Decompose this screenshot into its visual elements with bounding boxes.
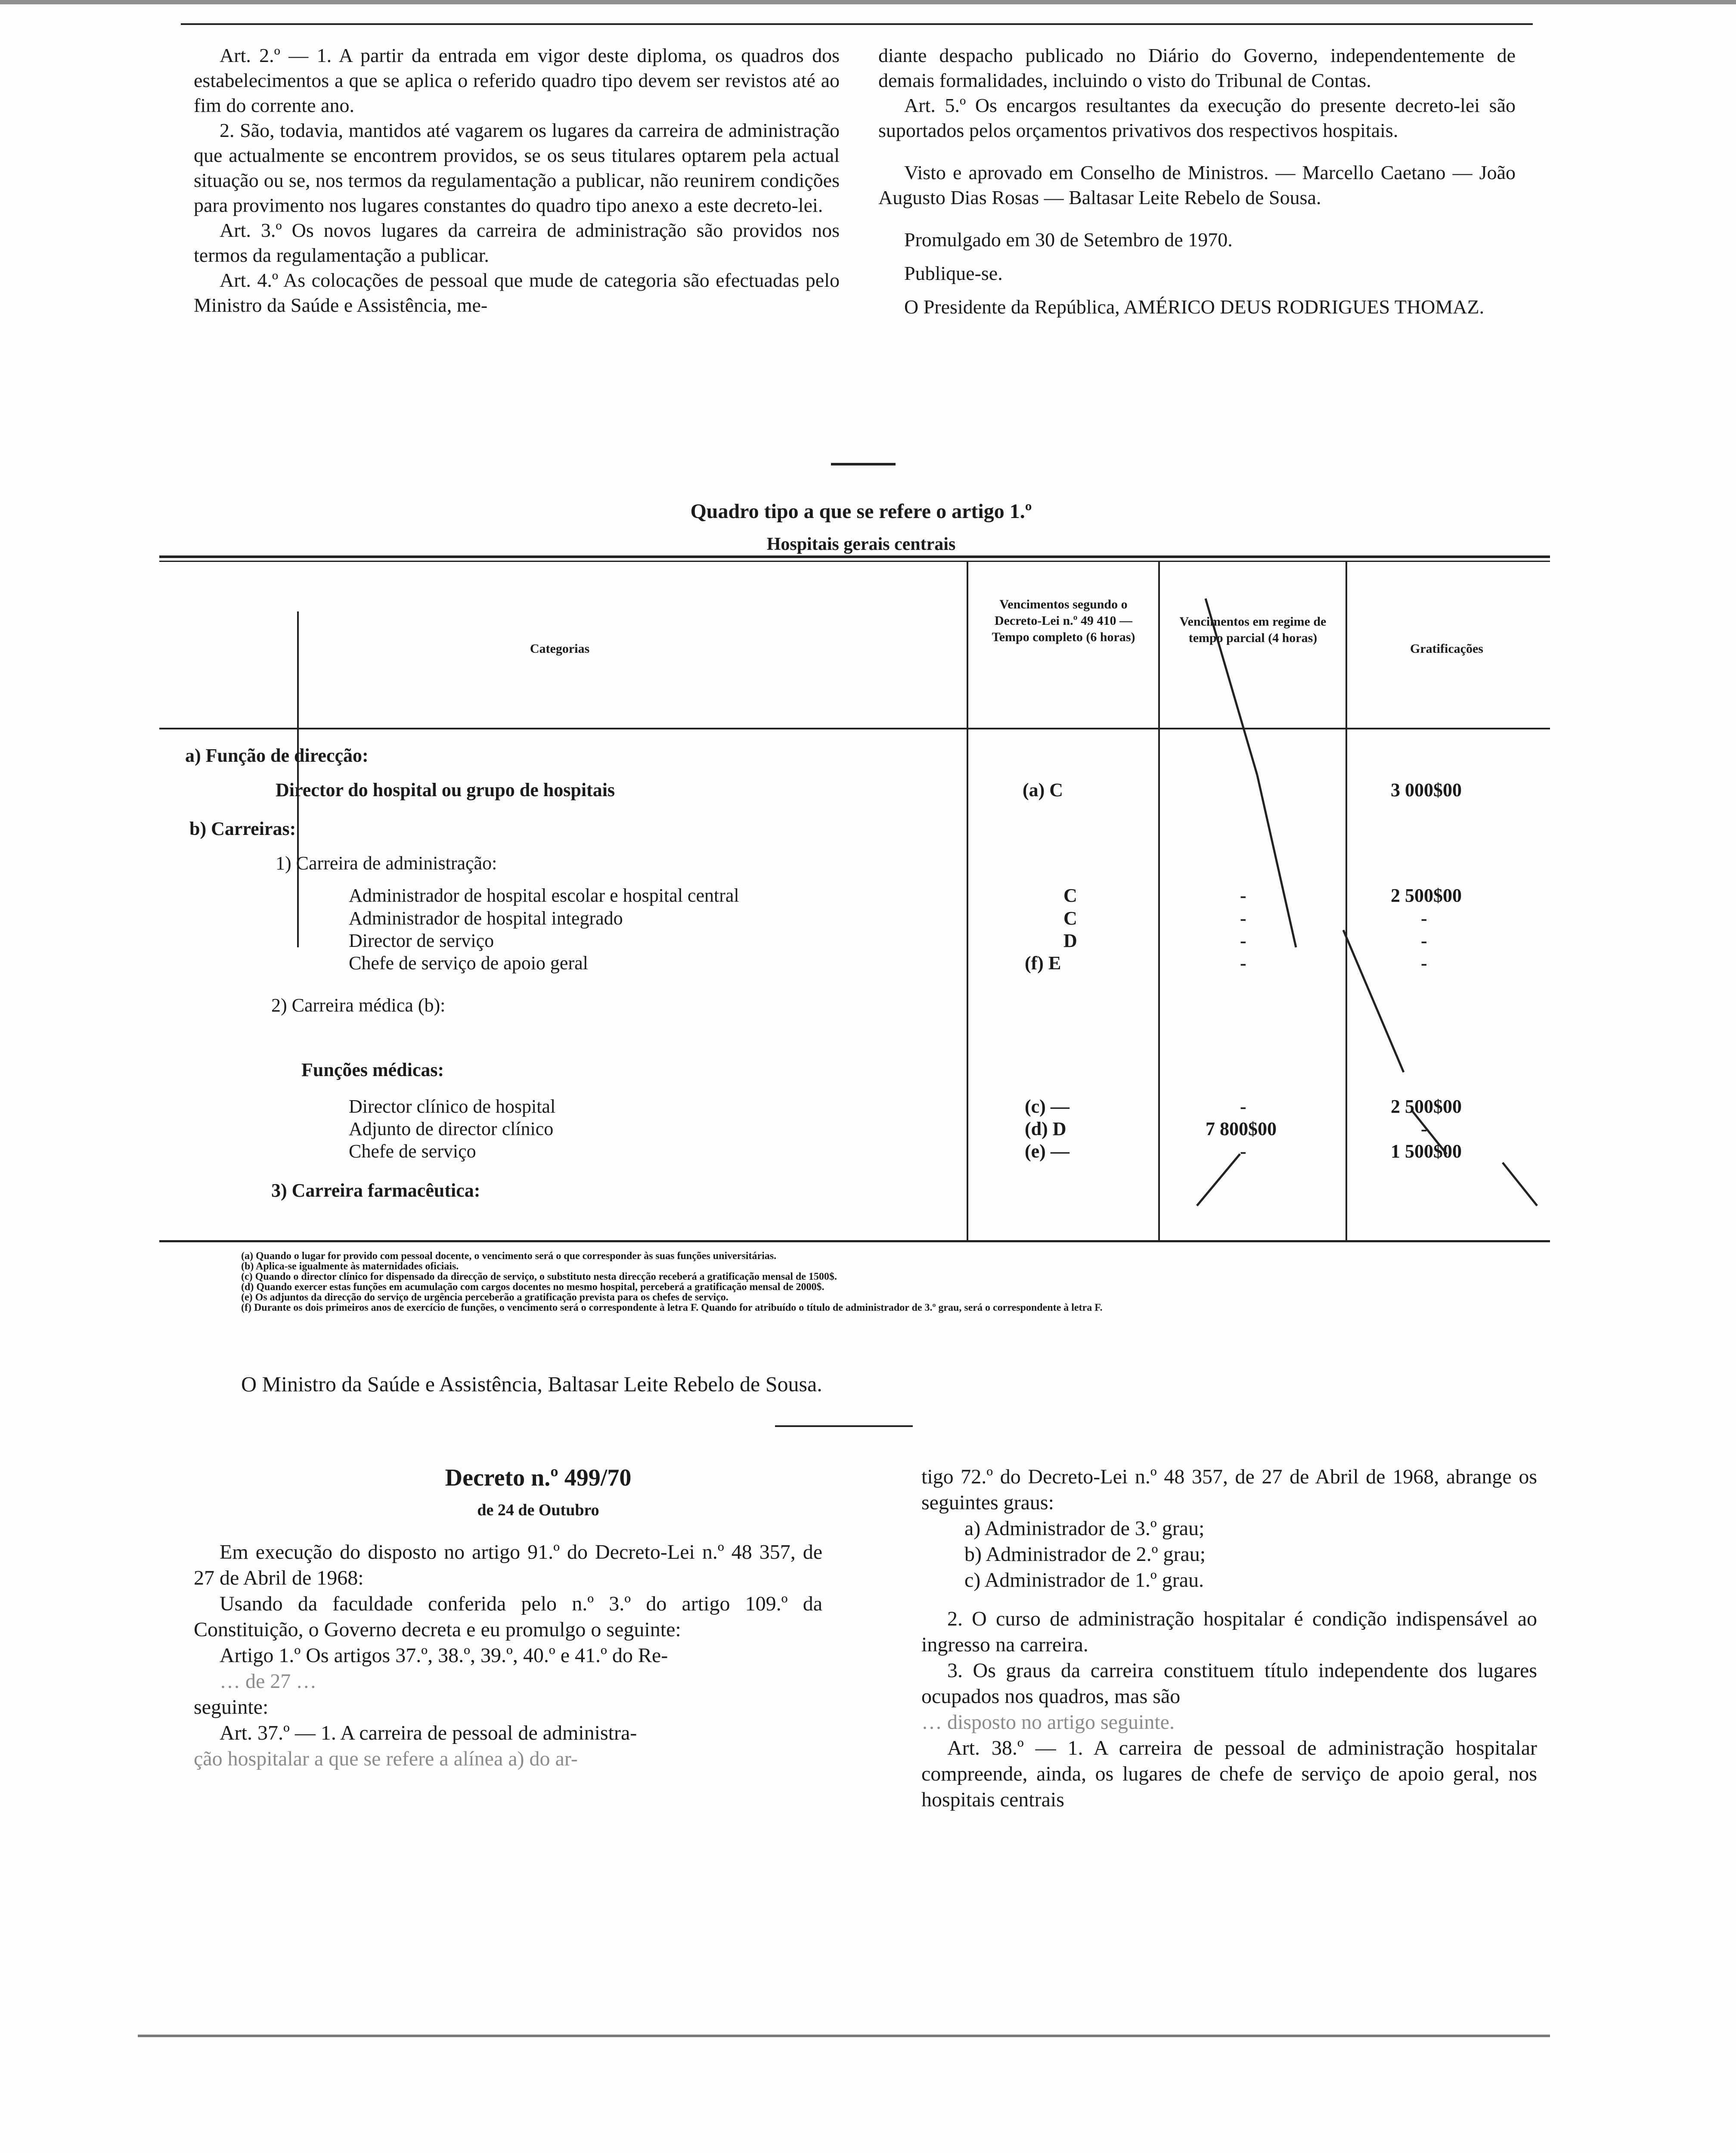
decree-right-item: c) Administrador de 1.º grau.: [964, 1569, 1204, 1591]
signature-separator: [775, 1425, 913, 1427]
table-row-letter: C: [1063, 908, 1077, 929]
decree-left-paragraph: ção hospitalar a que se refere a alínea a) do ar-: [194, 1747, 578, 1770]
decree-left-paragraph: Artigo 1.º Os artigos 37.º, 38.º, 39.º, 40.º e 41.º do Re-: [220, 1644, 668, 1667]
decree-right-paragraph: … disposto no artigo seguinte.: [921, 1711, 1175, 1734]
table-row-label: 1) Carreira de administração:: [276, 853, 497, 874]
table-row-letter: (a) C: [1023, 779, 1063, 800]
table-row-letter: (e) —: [1025, 1141, 1070, 1162]
table-row-parcial: 7 800$00: [1206, 1118, 1277, 1139]
table-row-grat: -: [1421, 952, 1427, 974]
article-5: Art. 5.º Os encargos resultantes da execução do presente decreto-lei são suportados pelos orçamentos privativos dos respectivos hospitais.: [878, 94, 1516, 141]
table-row-parcial: -: [1240, 1141, 1246, 1162]
table-row-grat: 3 000$00: [1391, 779, 1462, 800]
table-note: (d) Quando exercer estas funções em acumulação com cargos docentes no mesmo hospital, perceberá a gratificação mensal de 2000$.: [241, 1281, 825, 1293]
table-row-grat: 1 500$00: [1391, 1141, 1462, 1162]
table-row-label: Adjunto de director clínico: [349, 1118, 554, 1139]
table-row-parcial: -: [1240, 908, 1246, 929]
header-gratificacoes: Gratificações: [1410, 642, 1483, 656]
table-row-label: Administrador de hospital integrado: [349, 908, 623, 929]
table-bottom-rule: [159, 1240, 1550, 1242]
table-title: Quadro tipo a que se refere o artigo 1.º: [690, 500, 1032, 523]
table-row-parcial: -: [1240, 1096, 1246, 1117]
top-right-column: [878, 43, 1516, 320]
section-separator: [831, 463, 896, 465]
header-rule: [181, 23, 1533, 25]
decree-right-paragraph: 2. O curso de administração hospitalar é condição indispensável ao ingresso na carreira.: [921, 1607, 1537, 1656]
decree-right-paragraph: Art. 38.º — 1. A carreira de pessoal de administração hospitalar compreende, ainda, os lugares de chefe de serviço de apoio geral, nos hospitais centrais: [921, 1737, 1537, 1811]
table-note: (f) Durante os dois primeiros anos de exercício de funções, o vencimento será o correspondente à letra F. Quando for atribuído o título de administrador de 3.º grau, será o correspondente à letra F.: [241, 1302, 1103, 1313]
decree-right-item: a) Administrador de 3.º grau;: [964, 1517, 1205, 1540]
decree-right-paragraph: tigo 72.º do Decreto-Lei n.º 48 357, de 27 de Abril de 1968, abrange os seguintes graus:: [921, 1465, 1537, 1514]
table-top-rule-2: [159, 561, 1550, 562]
table-row-label: Director clínico de hospital: [349, 1096, 556, 1117]
minister-signature: O Ministro da Saúde e Assistência, Baltasar Leite Rebelo de Sousa.: [241, 1372, 822, 1396]
table-row-parcial: -: [1240, 885, 1246, 906]
table-top-rule: [159, 555, 1550, 558]
table-row-letter: D: [1063, 930, 1077, 951]
promulgation-line: Promulgado em 30 de Setembro de 1970.: [904, 229, 1233, 251]
top-left-column: [194, 43, 840, 318]
table-row-letter: (c) —: [1025, 1096, 1070, 1117]
table-row-grat: 2 500$00: [1391, 885, 1462, 906]
article-4-continued: diante despacho publicado no Diário do Governo, independentemente de demais formalidades, incluindo o visto do Tribunal de Contas.: [878, 44, 1516, 91]
table-row-letter: (f) E: [1025, 952, 1061, 974]
table-row-label: Chefe de serviço de apoio geral: [349, 952, 588, 974]
scan-diagonal-strokes: [1154, 594, 1559, 1240]
publish-line: Publique-se.: [904, 262, 1003, 284]
table-row-label: b) Carreiras:: [189, 818, 296, 839]
table-row-grat: 2 500$00: [1391, 1096, 1462, 1117]
decree-left-paragraph: Usando da faculdade conferida pelo n.º 3.º do artigo 109.º da Constituição, o Governo decreta e eu promulgo o seguinte:: [194, 1592, 822, 1641]
table-row-parcial: -: [1240, 930, 1246, 951]
header-vencimentos-parcial: Vencimentos em regime de tempo parcial (4 horas): [1179, 614, 1327, 645]
table-row-letter: C: [1063, 885, 1077, 906]
approval-line: Visto e aprovado em Conselho de Ministros. — Marcello Caetano — João Augusto Dias Rosas — Baltasar Leite Rebelo de Sousa.: [878, 161, 1516, 208]
top-edge-rule: [0, 0, 1736, 4]
header-categorias: Categorias: [530, 642, 590, 656]
table-row-parcial: -: [1240, 952, 1246, 974]
table-row-grat: -: [1421, 908, 1427, 929]
table-row-grat: -: [1421, 930, 1427, 951]
decree-left-paragraph: seguinte:: [194, 1696, 269, 1719]
article-2-paragraph-2: 2. São, todavia, mantidos até vagarem os lugares da carreira de administração que actualmente se encontrem providos, se os seus titulares optarem pela actual situação ou se, nos termos da regulamentação a publicar, não reunirem condições para provimento nos lugares constantes do quadro tipo anexo a este decreto-lei.: [194, 119, 840, 216]
table-row-label: Director de serviço: [349, 930, 494, 951]
table-row-letter: (d) D: [1025, 1118, 1066, 1139]
article-2-paragraph-1: Art. 2.º — 1. A partir da entrada em vigor deste diploma, os quadros dos estabelecimentos a que se aplica o referido quadro tipo devem ser revistos até ao fim do corrente ano.: [194, 44, 840, 116]
table-subtitle: Hospitais gerais centrais: [766, 534, 956, 554]
decree-date: de 24 de Outubro: [477, 1501, 599, 1519]
decree-left-paragraph: Art. 37.º — 1. A carreira de pessoal de administra-: [220, 1722, 637, 1744]
table-row-label: Chefe de serviço: [349, 1141, 476, 1162]
decree-left-paragraph: … de 27 …: [220, 1670, 317, 1693]
decree-left-paragraph: Em execução do disposto no artigo 91.º do Decreto-Lei n.º 48 357, de 27 de Abril de 1968:: [194, 1541, 822, 1589]
header-vencimentos-completo: Vencimentos segundo o Decreto-Lei n.º 49 410 — Tempo completo (6 horas): [992, 597, 1135, 644]
president-signature: O Presidente da República, AMÉRICO DEUS RODRIGUES THOMAZ.: [904, 296, 1485, 318]
decree-right-paragraph: 3. Os graus da carreira constituem título independente dos lugares ocupados nos quadros, mas são: [921, 1659, 1537, 1708]
table-row-label: Administrador de hospital escolar e hospital central: [349, 885, 739, 906]
table-row-label: Director do hospital ou grupo de hospitais: [276, 779, 615, 800]
table-note: (a) Quando o lugar for provido com pessoal docente, o vencimento será o que corresponder às suas funções universitárias.: [241, 1250, 777, 1262]
col-divider-1: [967, 562, 968, 1240]
article-3: Art. 3.º Os novos lugares da carreira de administração são providos nos termos da regulamentação a publicar.: [194, 219, 840, 266]
table-note: (b) Aplica-se igualmente às maternidades oficiais.: [241, 1261, 459, 1272]
table-note: (e) Os adjuntos da direcção do serviço de urgência perceberão a gratificação prevista para os chefes de serviço.: [241, 1292, 728, 1303]
decree-title: Decreto n.º 499/70: [445, 1464, 632, 1491]
bottom-scan-edge: [138, 2035, 1550, 2037]
table-row-label: 3) Carreira farmacêutica:: [271, 1180, 480, 1201]
table-row-label: 2) Carreira médica (b):: [271, 995, 446, 1016]
decree-right-column: [921, 1464, 1537, 1813]
table-row-label: Funções médicas:: [301, 1059, 444, 1080]
table-row-label: a) Função de direcção:: [185, 745, 369, 766]
table-notes: [241, 1251, 1533, 1313]
article-4: Art. 4.º As colocações de pessoal que mude de categoria são efectuadas pelo Ministro da Saúde e Assistência, me-: [194, 269, 840, 316]
decree-left-column: [194, 1539, 822, 1772]
decree-right-item: b) Administrador de 2.º grau;: [964, 1543, 1206, 1566]
table-note: (c) Quando o director clínico for dispensado da direcção de serviço, o substituto nesta direcção receberá a gratificação mensal de 1500$.: [241, 1271, 837, 1282]
table-row-grat: -: [1421, 1118, 1427, 1139]
